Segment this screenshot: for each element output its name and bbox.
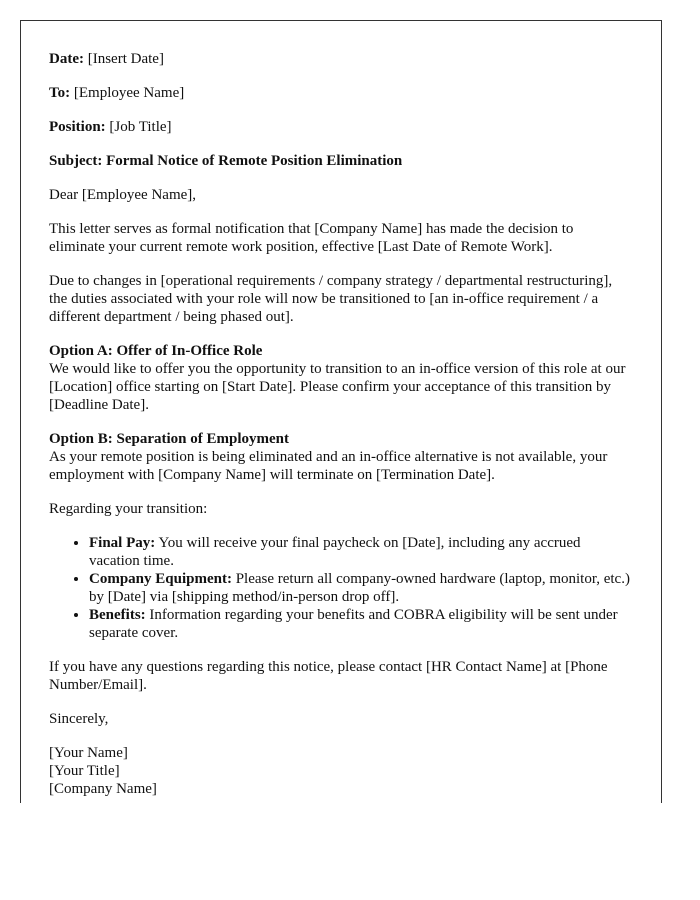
item-text: Please return all company-owned hardware (laptop, monitor, etc.) by [Date] via [shipping method/in-person drop off]. [89,571,630,605]
position-line [49,118,631,136]
option-b [49,430,631,484]
item-label: Benefits: [89,607,146,623]
to-value: [Employee Name] [73,85,185,101]
date-value: [Insert Date] [87,51,164,67]
option-a [49,342,631,414]
item-label: Company Equipment: [89,571,232,587]
to-line [49,84,631,102]
item-label: Final Pay: [89,535,156,551]
option-a-body: We would like to offer you the opportunity to transition to an in-office version of this role at our [Location] office starting on [Start Date]. Please confirm your acceptance of this transition by [Deadline Date]. [49,361,626,413]
signature-title: [Your Title] [49,763,120,779]
subject-line [49,152,631,170]
option-a-heading: Option A: Offer of In-Office Role [49,343,263,359]
transition-list [49,534,631,642]
intro-paragraph: This letter serves as formal notification that [Company Name] has made the decision to eliminate your current remote work position, effective [Last Date of Remote Work]. [49,221,574,255]
date-line [49,50,631,68]
list-item-final-pay [89,534,631,570]
contact-paragraph: If you have any questions regarding this notice, please contact [HR Contact Name] at [Phone Number/Email]. [49,659,608,693]
subject: Subject: Formal Notice of Remote Position Elimination [49,153,403,169]
salutation: Dear [Employee Name], [49,187,197,203]
position-label: Position: [49,119,106,135]
option-b-heading: Option B: Separation of Employment [49,431,290,447]
list-item-benefits [89,606,631,642]
option-b-body: As your remote position is being eliminated and an in-office alternative is not available, your employment with [Company Name] will terminate on [Termination Date]. [49,449,608,483]
letter [20,20,662,803]
closing: Sincerely, [49,711,109,727]
list-item-equipment [89,570,631,606]
signature-company: [Company Name] [49,781,157,797]
signature [49,744,631,798]
item-text: You will receive your final paycheck on [Date], including any accrued vacation time. [89,535,581,569]
reason-paragraph: Due to changes in [operational requirements / company strategy / departmental restructuring], the duties associated with your role will now be transitioned to [an in-office requirement / a different department / being phased out]. [49,273,613,325]
to-label: To: [49,85,71,101]
transition-intro: Regarding your transition: [49,501,208,517]
position-value: [Job Title] [109,119,172,135]
date-label: Date: [49,51,84,67]
signature-name: [Your Name] [49,745,128,761]
item-text: Information regarding your benefits and COBRA eligibility will be sent under separate cover. [89,607,618,641]
